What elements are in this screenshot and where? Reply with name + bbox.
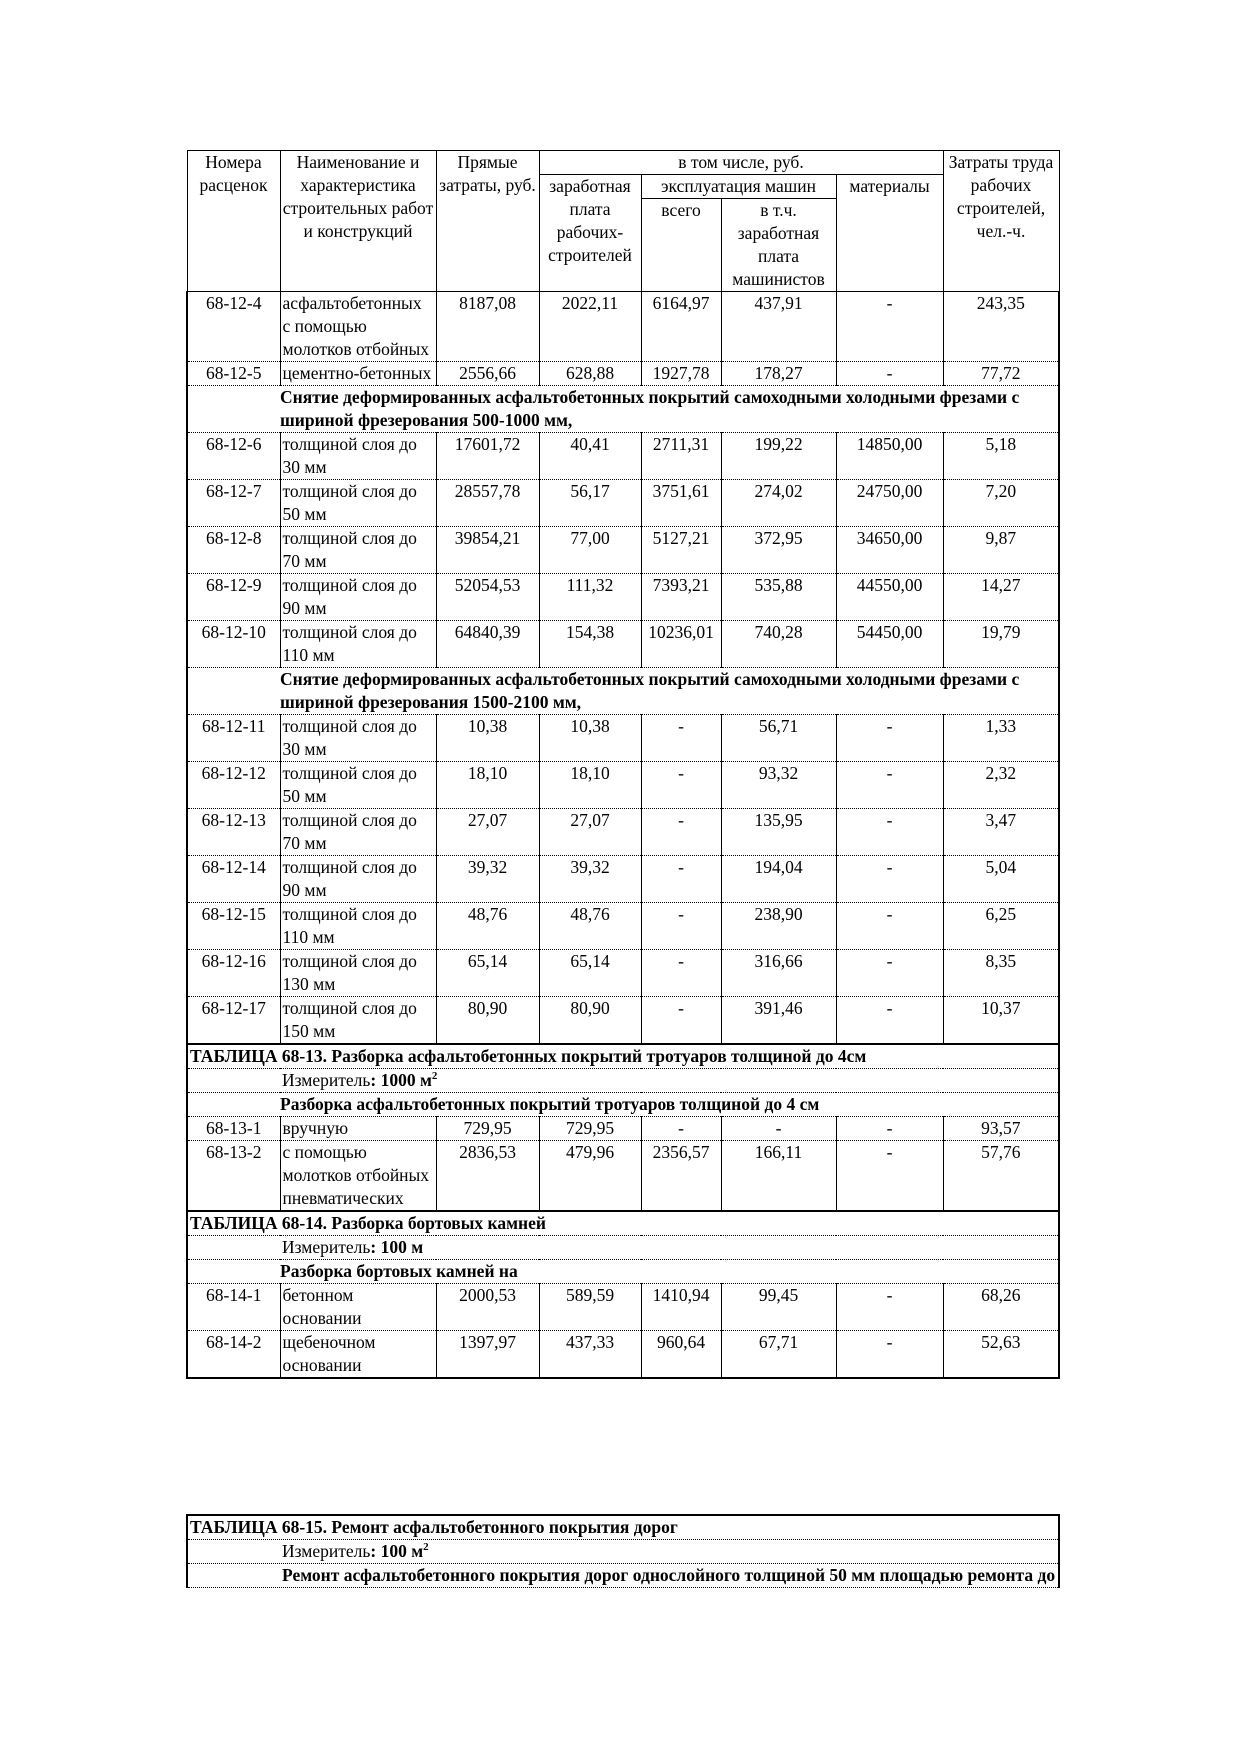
cell-wage: 154,38	[539, 621, 641, 668]
unit-value: : 100 м	[370, 1237, 424, 1257]
cell-name: толщиной слоя до 90 мм	[280, 856, 436, 903]
cell-name: толщиной слоя до 50 мм	[280, 480, 436, 527]
cell-mach-wage: 67,71	[721, 1331, 836, 1379]
cell-materials: 24750,00	[836, 480, 943, 527]
cell-mach-total: 960,64	[641, 1331, 721, 1379]
cell-materials: -	[836, 997, 943, 1045]
cell-name: толщиной слоя до 90 мм	[280, 574, 436, 621]
cell-mach-total: -	[641, 997, 721, 1045]
cell-name: вручную	[280, 1117, 436, 1141]
cell-name: толщиной слоя до 110 мм	[280, 903, 436, 950]
cell-materials: -	[836, 762, 943, 809]
section-row	[187, 386, 1059, 433]
cell-name: щебеночном основании	[280, 1331, 436, 1379]
header-labor: Затраты труда рабочих строителей, чел.-ч.	[943, 151, 1059, 292]
header-incl: в том числе, руб.	[539, 151, 943, 175]
cell-mach-wage: 391,46	[721, 997, 836, 1045]
cell-wage: 2022,11	[539, 292, 641, 362]
section-title: Снятие деформированных асфальтобетонных покрытий самоходными холодными фрезами с шириной фрезерования 1500-2100 мм,	[187, 668, 1059, 715]
table-title-row	[187, 1044, 1059, 1069]
cell-name: бетонном основании	[280, 1284, 436, 1331]
header-direct: Прямые затраты, руб.	[436, 151, 539, 292]
cell-direct: 65,14	[436, 950, 539, 997]
unit-label: Измеритель	[282, 1070, 371, 1090]
cell-name: толщиной слоя до 70 мм	[280, 809, 436, 856]
table-title: ТАБЛИЦА 68-13. Разборка асфальтобетонных покрытий тротуаров толщиной до 4см	[187, 1044, 1059, 1069]
cell-mach-total: 1410,94	[641, 1284, 721, 1331]
header-mach-total: всего	[641, 199, 721, 292]
table-row	[187, 480, 1059, 527]
section-title: Ремонт асфальтобетонного покрытия дорог однослойного толщиной 50 мм площадью ремонта до	[187, 1564, 1059, 1588]
cell-wage: 479,96	[539, 1141, 641, 1212]
table-row	[187, 856, 1059, 903]
cell-materials: -	[836, 950, 943, 997]
cell-wage: 27,07	[539, 809, 641, 856]
table-row	[187, 433, 1059, 480]
header-materials: материалы	[836, 175, 943, 292]
section-row	[187, 668, 1059, 715]
cell-mach-total: -	[641, 809, 721, 856]
cell-direct: 17601,72	[436, 433, 539, 480]
cell-labor: 52,63	[943, 1331, 1059, 1379]
table-row	[187, 292, 1059, 362]
cell-direct: 48,76	[436, 903, 539, 950]
cell-direct: 27,07	[436, 809, 539, 856]
header-row	[187, 151, 1059, 175]
cell-labor: 57,76	[943, 1141, 1059, 1212]
cell-name: асфальтобетонных с помощью молотков отбойных	[280, 292, 436, 362]
cell-labor: 2,32	[943, 762, 1059, 809]
cell-labor: 6,25	[943, 903, 1059, 950]
cell-mach-wage: 178,27	[721, 362, 836, 386]
cell-labor: 8,35	[943, 950, 1059, 997]
table-row	[187, 809, 1059, 856]
table-row	[187, 715, 1059, 762]
header-mach-wage: в т.ч. заработная плата машинистов	[721, 199, 836, 292]
cell-mach-total: -	[641, 715, 721, 762]
table-row	[187, 527, 1059, 574]
unit-row	[187, 1540, 1059, 1564]
cell-direct: 80,90	[436, 997, 539, 1045]
cell-wage: 48,76	[539, 903, 641, 950]
section-row	[187, 1260, 1059, 1284]
cell-direct: 28557,78	[436, 480, 539, 527]
cell-labor: 19,79	[943, 621, 1059, 668]
header-machines: эксплуатация машин	[641, 175, 836, 199]
cell-materials: -	[836, 1284, 943, 1331]
cell-name: толщиной слоя до 130 мм	[280, 950, 436, 997]
cell-mach-wage: 535,88	[721, 574, 836, 621]
cell-mach-total: -	[641, 1117, 721, 1141]
cell-mach-wage: 99,45	[721, 1284, 836, 1331]
cell-mach-wage: 93,32	[721, 762, 836, 809]
cell-code: 68-14-2	[187, 1331, 280, 1379]
cell-wage: 18,10	[539, 762, 641, 809]
cell-wage: 589,59	[539, 1284, 641, 1331]
unit-label: Измеритель	[282, 1541, 371, 1561]
cell-direct: 8187,08	[436, 292, 539, 362]
table-title-row	[187, 1515, 1059, 1540]
cell-mach-wage: 166,11	[721, 1141, 836, 1212]
unit-row	[187, 1069, 1059, 1093]
cell-wage: 56,17	[539, 480, 641, 527]
cell-mach-wage: 274,02	[721, 480, 836, 527]
cell-labor: 68,26	[943, 1284, 1059, 1331]
table-row	[187, 903, 1059, 950]
cell-code: 68-12-17	[187, 997, 280, 1045]
cell-mach-total: -	[641, 950, 721, 997]
section-title: Разборка асфальтобетонных покрытий тротуаров толщиной до 4 см	[187, 1093, 1059, 1117]
cell-mach-wage: -	[721, 1117, 836, 1141]
table-title-row	[187, 1211, 1059, 1236]
cell-materials: 14850,00	[836, 433, 943, 480]
cell-name: толщиной слоя до 30 мм	[280, 433, 436, 480]
cell-code: 68-12-7	[187, 480, 280, 527]
cell-materials: -	[836, 903, 943, 950]
cell-name: толщиной слоя до 110 мм	[280, 621, 436, 668]
cell-labor: 14,27	[943, 574, 1059, 621]
cell-direct: 18,10	[436, 762, 539, 809]
cell-materials: 44550,00	[836, 574, 943, 621]
cell-mach-total: 7393,21	[641, 574, 721, 621]
cell-name: с помощью молотков отбойных пневматических	[280, 1141, 436, 1212]
cell-mach-total: -	[641, 856, 721, 903]
cell-materials: 34650,00	[836, 527, 943, 574]
cell-direct: 2836,53	[436, 1141, 539, 1212]
section-title: Разборка бортовых камней на	[187, 1260, 1059, 1284]
cell-mach-wage: 372,95	[721, 527, 836, 574]
unit-sup: 2	[431, 1070, 438, 1083]
unit-sup: 2	[423, 1541, 429, 1554]
cell-labor: 9,87	[943, 527, 1059, 574]
cell-code: 68-12-8	[187, 527, 280, 574]
cell-mach-total: 3751,61	[641, 480, 721, 527]
section-row	[187, 1093, 1059, 1117]
cell-materials: -	[836, 809, 943, 856]
unit-value: : 100 м	[370, 1541, 424, 1561]
header-code: Номера расценок	[187, 151, 280, 292]
unit-value: : 1000 м	[370, 1070, 432, 1090]
section-title: Снятие деформированных асфальтобетонных покрытий самоходными холодными фрезами с шириной фрезерования 500-1000 мм,	[187, 386, 1059, 433]
unit-label: Измеритель	[282, 1237, 371, 1257]
cell-mach-wage: 135,95	[721, 809, 836, 856]
cell-code: 68-12-4	[187, 292, 280, 362]
cell-wage: 80,90	[539, 997, 641, 1045]
cell-direct: 1397,97	[436, 1331, 539, 1379]
cell-wage: 39,32	[539, 856, 641, 903]
cell-labor: 1,33	[943, 715, 1059, 762]
cell-mach-total: 5127,21	[641, 527, 721, 574]
cell-mach-total: -	[641, 903, 721, 950]
price-table-68-15	[186, 1514, 1060, 1588]
cell-labor: 10,37	[943, 997, 1059, 1045]
cell-direct: 10,38	[436, 715, 539, 762]
section-row	[187, 1564, 1059, 1588]
price-table	[186, 150, 1060, 1379]
cell-code: 68-12-12	[187, 762, 280, 809]
cell-direct: 39854,21	[436, 527, 539, 574]
cell-code: 68-14-1	[187, 1284, 280, 1331]
table-row	[187, 574, 1059, 621]
cell-name: толщиной слоя до 50 мм	[280, 762, 436, 809]
cell-mach-wage: 740,28	[721, 621, 836, 668]
cell-materials: -	[836, 715, 943, 762]
cell-labor: 93,57	[943, 1117, 1059, 1141]
cell-wage: 40,41	[539, 433, 641, 480]
cell-labor: 77,72	[943, 362, 1059, 386]
table-row	[187, 621, 1059, 668]
table-row	[187, 1141, 1059, 1212]
cell-code: 68-12-13	[187, 809, 280, 856]
cell-direct: 52054,53	[436, 574, 539, 621]
table-title: ТАБЛИЦА 68-14. Разборка бортовых камней	[187, 1211, 1059, 1236]
cell-name: цементно-бетонных	[280, 362, 436, 386]
cell-name: толщиной слоя до 150 мм	[280, 997, 436, 1045]
header-wage: заработная плата рабочих-строителей	[539, 175, 641, 292]
cell-mach-wage: 194,04	[721, 856, 836, 903]
cell-code: 68-12-9	[187, 574, 280, 621]
table-row	[187, 1331, 1059, 1379]
cell-name: толщиной слоя до 30 мм	[280, 715, 436, 762]
table-row	[187, 950, 1059, 997]
cell-code: 68-12-14	[187, 856, 280, 903]
cell-mach-total: 2711,31	[641, 433, 721, 480]
cell-wage: 10,38	[539, 715, 641, 762]
cell-labor: 5,18	[943, 433, 1059, 480]
cell-mach-total: 6164,97	[641, 292, 721, 362]
cell-mach-wage: 437,91	[721, 292, 836, 362]
cell-direct: 39,32	[436, 856, 539, 903]
cell-mach-wage: 56,71	[721, 715, 836, 762]
cell-code: 68-12-11	[187, 715, 280, 762]
cell-direct: 729,95	[436, 1117, 539, 1141]
cell-materials: 54450,00	[836, 621, 943, 668]
cell-wage: 628,88	[539, 362, 641, 386]
cell-materials: -	[836, 856, 943, 903]
cell-direct: 2000,53	[436, 1284, 539, 1331]
cell-code: 68-13-1	[187, 1117, 280, 1141]
cell-mach-wage: 238,90	[721, 903, 836, 950]
cell-code: 68-12-6	[187, 433, 280, 480]
cell-wage: 111,32	[539, 574, 641, 621]
cell-labor: 5,04	[943, 856, 1059, 903]
cell-materials: -	[836, 1117, 943, 1141]
cell-name: толщиной слоя до 70 мм	[280, 527, 436, 574]
cell-mach-wage: 316,66	[721, 950, 836, 997]
cell-wage: 65,14	[539, 950, 641, 997]
cell-materials: -	[836, 292, 943, 362]
cell-code: 68-13-2	[187, 1141, 280, 1212]
table-title: ТАБЛИЦА 68-15. Ремонт асфальтобетонного покрытия дорог	[187, 1515, 1059, 1540]
cell-direct: 64840,39	[436, 621, 539, 668]
cell-mach-wage: 199,22	[721, 433, 836, 480]
header-name: Наименование и характеристика строительных работ и конструкций	[280, 151, 436, 292]
cell-materials: -	[836, 362, 943, 386]
table-row	[187, 762, 1059, 809]
cell-materials: -	[836, 1141, 943, 1212]
cell-wage: 77,00	[539, 527, 641, 574]
cell-code: 68-12-16	[187, 950, 280, 997]
table-row	[187, 1284, 1059, 1331]
cell-labor: 3,47	[943, 809, 1059, 856]
cell-mach-total: 2356,57	[641, 1141, 721, 1212]
cell-code: 68-12-5	[187, 362, 280, 386]
table-row	[187, 997, 1059, 1045]
cell-mach-total: -	[641, 762, 721, 809]
cell-code: 68-12-10	[187, 621, 280, 668]
cell-materials: -	[836, 1331, 943, 1379]
cell-labor: 7,20	[943, 480, 1059, 527]
table-row	[187, 1117, 1059, 1141]
cell-wage: 437,33	[539, 1331, 641, 1379]
cell-mach-total: 10236,01	[641, 621, 721, 668]
cell-mach-total: 1927,78	[641, 362, 721, 386]
cell-wage: 729,95	[539, 1117, 641, 1141]
table-row	[187, 362, 1059, 386]
cell-labor: 243,35	[943, 292, 1059, 362]
unit-row	[187, 1236, 1059, 1260]
cell-direct: 2556,66	[436, 362, 539, 386]
cell-code: 68-12-15	[187, 903, 280, 950]
